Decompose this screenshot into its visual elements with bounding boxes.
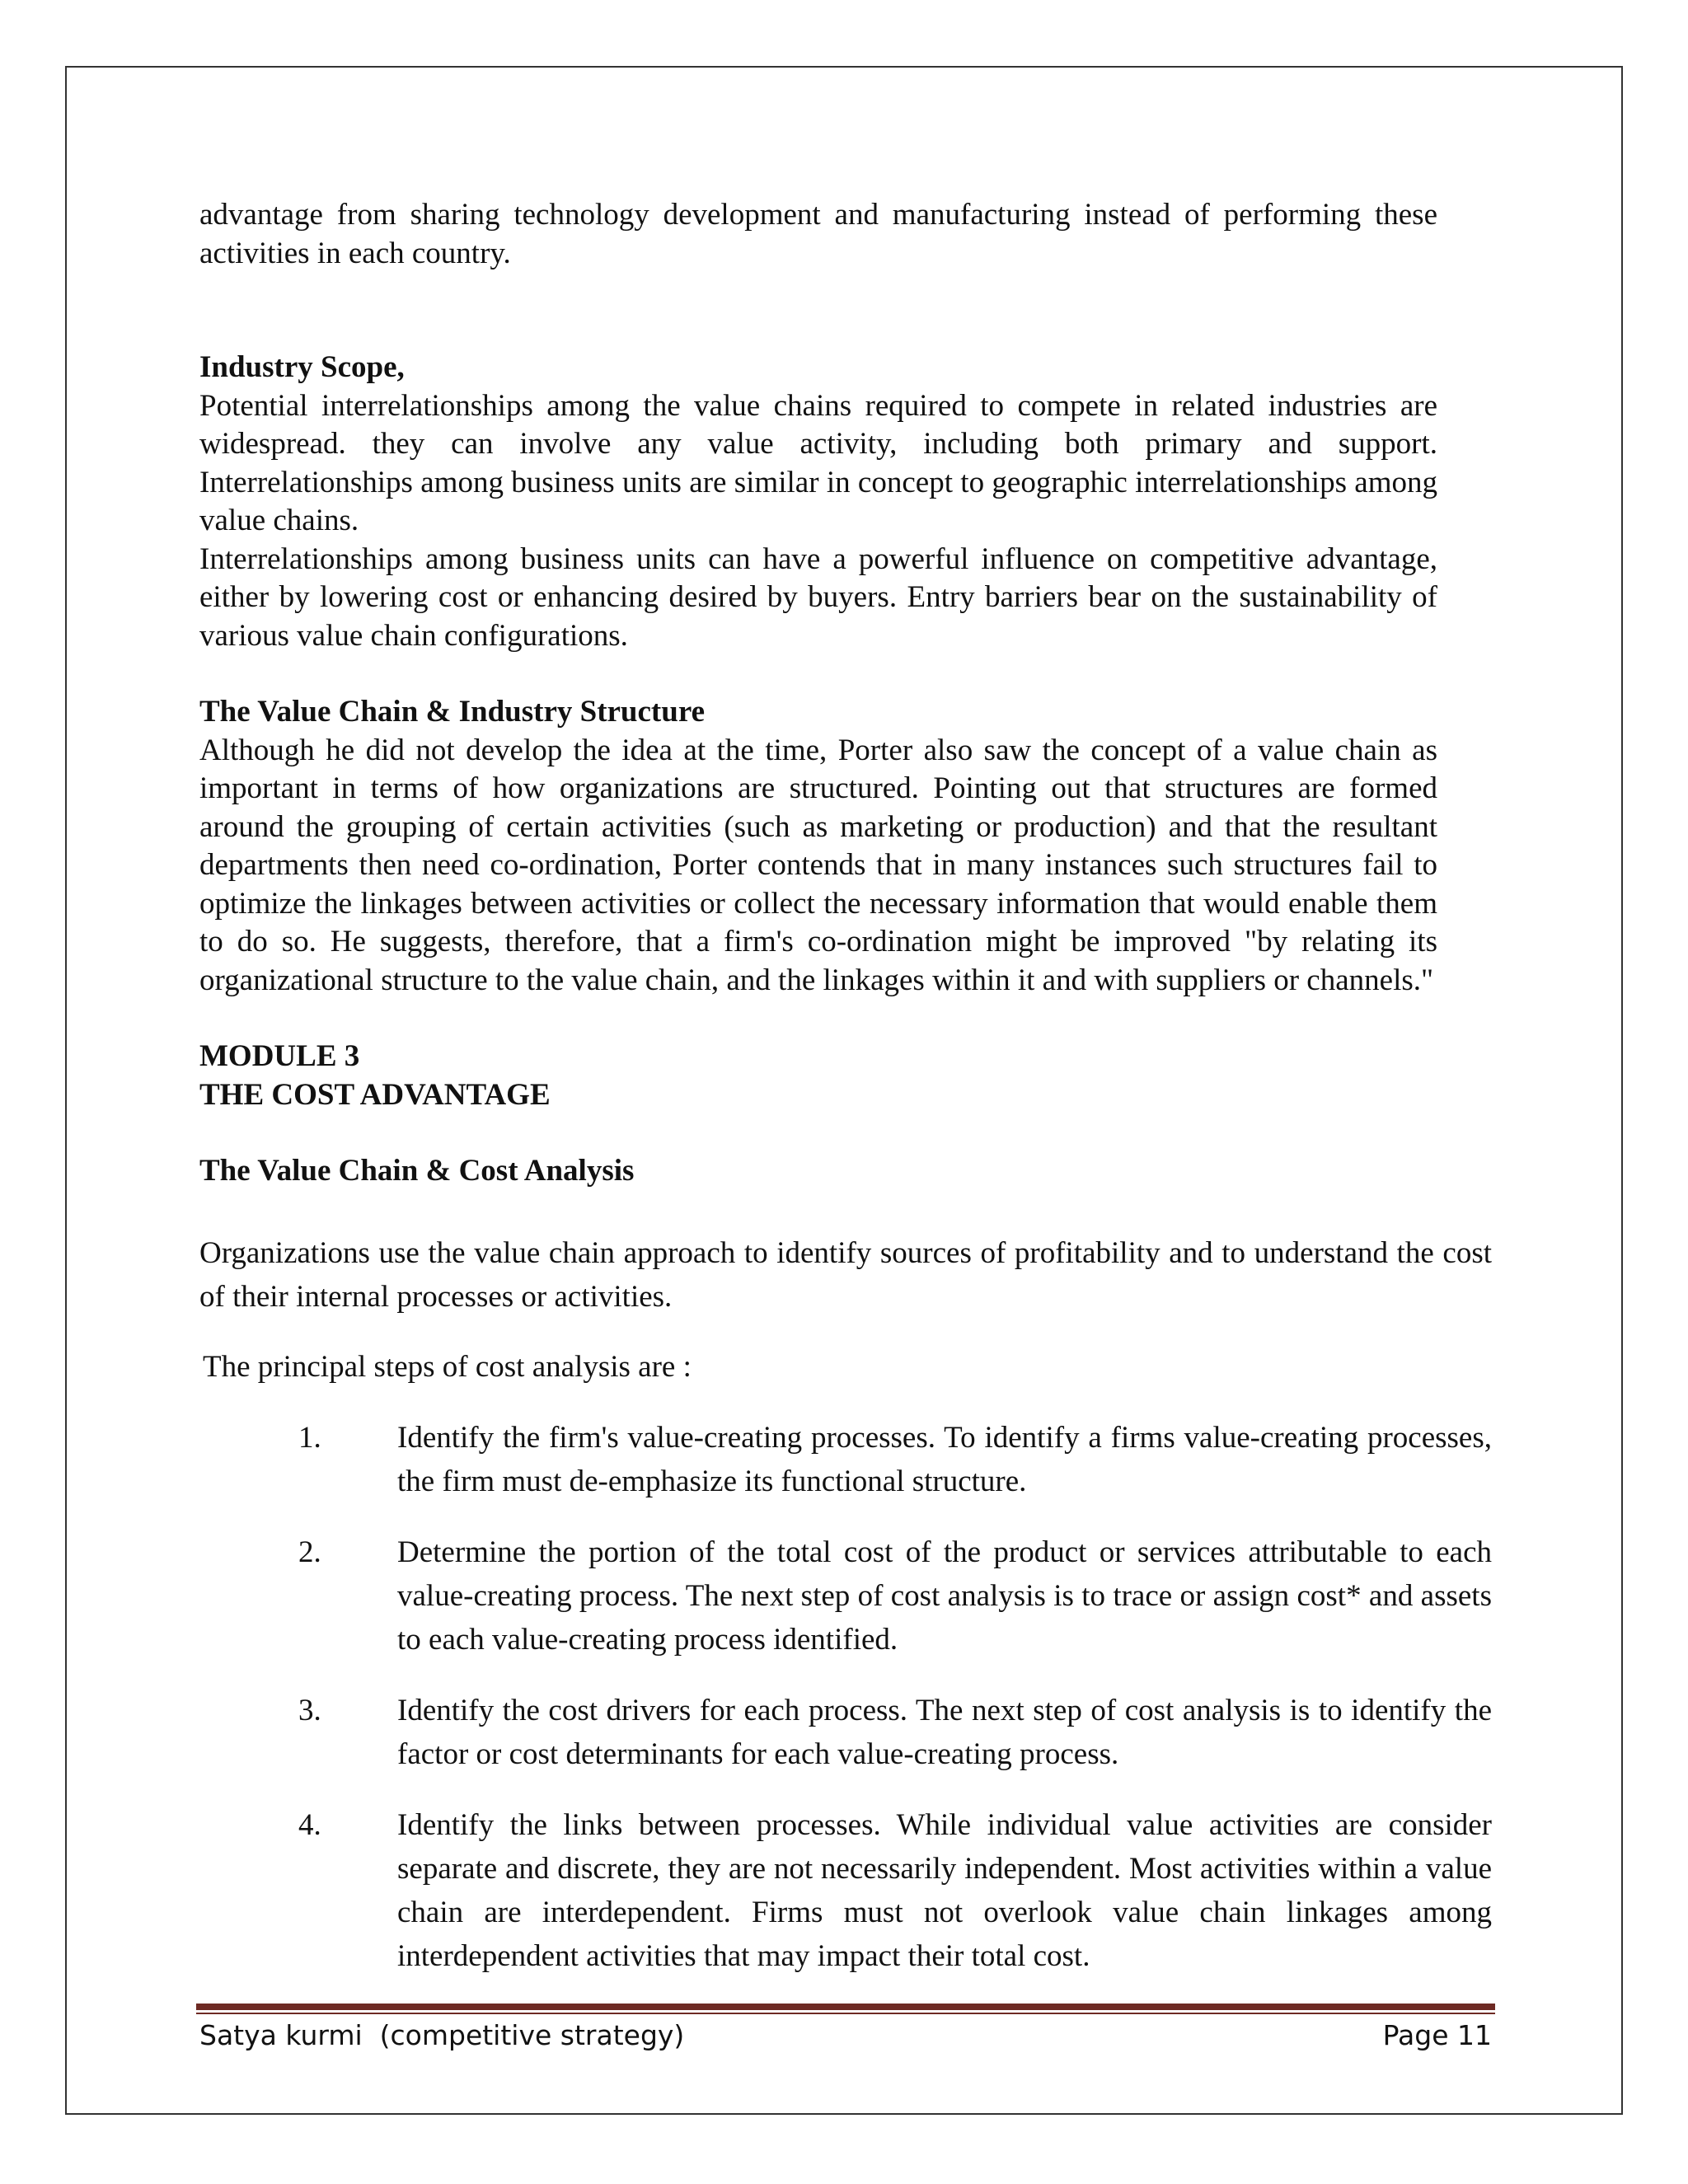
main-text-block <box>199 196 1437 1191</box>
industry-scope-heading: Industry Scope, <box>199 350 405 384</box>
footer-page-number: Page 11 <box>1382 2019 1492 2051</box>
cost-analysis-steps <box>199 1416 1492 1978</box>
footer-author: Satya kurmi (competitive strategy) <box>199 2019 685 2051</box>
step-4 <box>199 1803 1492 1978</box>
step-text: Determine the portion of the total cost of the product or services attributable to each value-creating process. The next step of cost analysis is to trace or assign cost* and assets to each value-creating process identified. <box>397 1535 1492 1657</box>
step-number: 3. <box>298 1694 321 1727</box>
continuation-paragraph: advantage from sharing technology development and manufacturing instead of performing these activities in each country. <box>199 198 1437 270</box>
steps-intro: The principal steps of cost analysis are : <box>203 1350 692 1384</box>
footer-divider-thin <box>196 2013 1495 2014</box>
cost-analysis-heading: The Value Chain & Cost Analysis <box>199 1154 635 1188</box>
step-2 <box>199 1530 1492 1661</box>
step-text: Identify the cost drivers for each process. The next step of cost analysis is to identify the factor or cost determinants for each value-creating process. <box>397 1694 1492 1771</box>
cost-analysis-block <box>199 1231 1492 1978</box>
industry-scope-paragraph-2: Interrelationships among business units can have a powerful influence on competitive advantage, either by lowering cost or enhancing desired by buyers. Entry barriers bear on the sustainability of various value chain configurations. <box>199 541 1437 653</box>
page-footer <box>199 2018 1492 2054</box>
module-title: THE COST ADVANTAGE <box>199 1077 551 1112</box>
module-number: MODULE 3 <box>199 1039 360 1073</box>
step-number: 2. <box>298 1535 321 1569</box>
step-1 <box>199 1416 1492 1503</box>
footer-divider <box>196 2004 1495 2015</box>
footer-divider-thick <box>196 2004 1495 2010</box>
value-chain-structure-heading: The Value Chain & Industry Structure <box>199 695 706 729</box>
step-3 <box>199 1689 1492 1776</box>
industry-scope-paragraph-1: Potential interrelationships among the value chains required to compete in related industries are widespread. they can involve any value activity, including both primary and support. Interrelationships among business units are similar in concept to geographic interrelationships among value chains. <box>199 388 1437 537</box>
step-number: 4. <box>298 1808 321 1842</box>
step-number: 1. <box>298 1421 321 1455</box>
step-text: Identify the firm's value-creating processes. To identify a firms value-creating processes, the firm must de-emphasize its functional structure. <box>397 1421 1492 1498</box>
cost-analysis-paragraph: Organizations use the value chain approach to identify sources of profitability and to understand the cost of their internal processes or activities. <box>199 1236 1492 1314</box>
value-chain-structure-paragraph: Although he did not develop the idea at the time, Porter also saw the concept of a value chain as important in terms of how organizations are structured. Pointing out that structures are formed around the grouping of certain activities (such as marketing or production) and that the resultant departments then need co-ordination, Porter contends that in many instances such structures fail to optimize the linkages between activities or collect the necessary information that would enable them to do so. He suggests, therefore, that a firm's co-ordination might be improved "by relating its organizational structure to the value chain, and the linkages within it and with suppliers or channels." <box>199 733 1437 997</box>
step-text: Identify the links between processes. While individual value activities are consider separate and discrete, they are not necessarily independent. Most activities within a value chain are interdependent. Firms must not overlook value chain linkages among interdependent activities that may impact their total cost. <box>397 1808 1492 1973</box>
